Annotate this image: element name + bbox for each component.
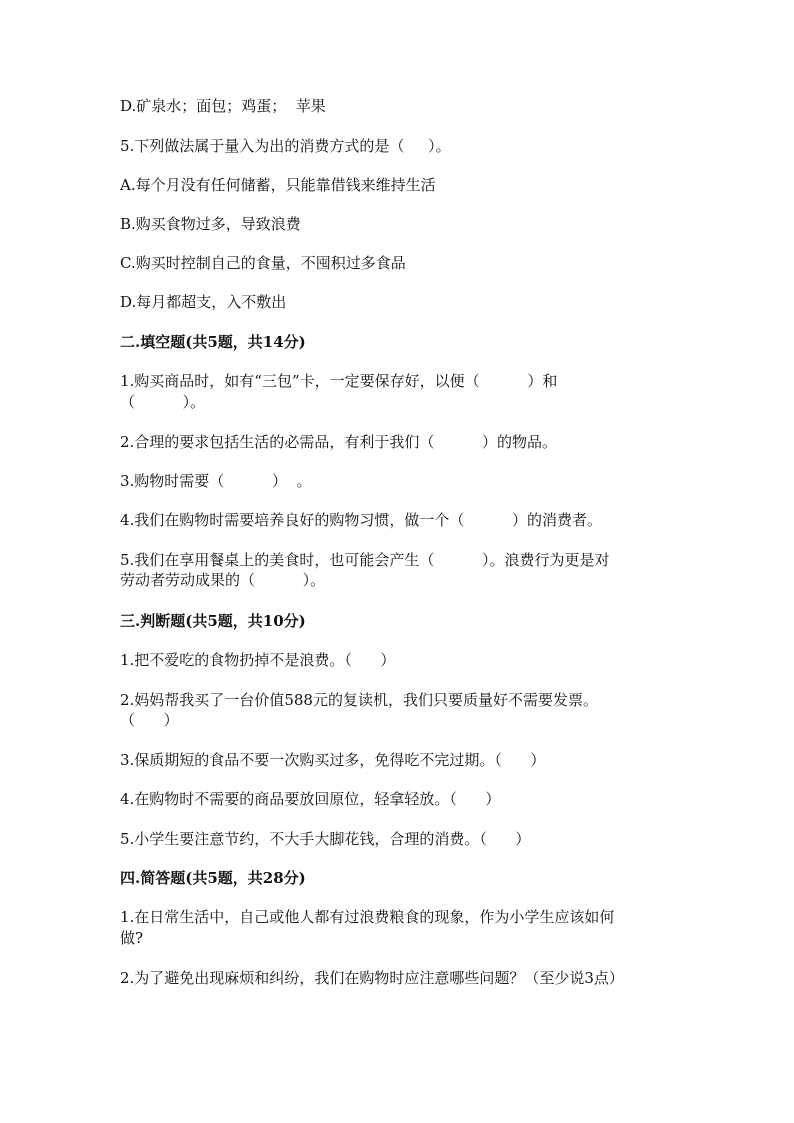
true-false-question-2-line-1: 2.妈妈帮我买了一台价值588元的复读机，我们只要质量好不需要发票。 [120, 691, 598, 709]
question-5-option-d: D.每月都超支，入不敷出 [120, 293, 287, 311]
true-false-question-1: 1.把不爱吃的食物扔掉不是浪费。（ ） [120, 651, 396, 669]
fill-in-question-4: 4.我们在购物时需要培养良好的购物习惯，做一个（ ）的消费者。 [120, 511, 602, 529]
question-5-option-b: B.购买食物过多，导致浪费 [120, 215, 301, 233]
true-false-question-3: 3.保质期短的食品不要一次购买过多，免得吃不完过期。（ ） [120, 751, 546, 769]
true-false-question-5: 5.小学生要注意节约，不大手大脚花钱，合理的消费。（ ） [120, 830, 531, 848]
fill-in-question-5-line-2: 劳动者劳动成果的（ ）。 [120, 571, 326, 589]
question-5-option-c: C.购买时控制自己的食量，不囤积过多食品 [120, 254, 406, 272]
fill-in-question-1-line-1: 1.购买商品时，如有“三包”卡，一定要保存好，以便（ ）和 [120, 372, 558, 390]
true-false-question-4: 4.在购物时不需要的商品要放回原位，轻拿轻放。（ ） [120, 790, 501, 808]
fill-in-question-2: 2.合理的要求包括生活的必需品，有利于我们（ ）的物品。 [120, 433, 557, 451]
question-5-option-a: A.每个月没有任何储蓄，只能靠借钱来维持生活 [120, 176, 436, 194]
short-answer-question-2: 2.为了避免出现麻烦和纠纷，我们在购物时应注意哪些问题？（至少说3点） [120, 969, 624, 987]
fill-in-question-1-line-2: （ ）。 [120, 393, 206, 411]
section-heading-fill-in: 二.填空题(共5题，共14分) [120, 333, 306, 351]
short-answer-question-1-line-2: 做? [120, 929, 144, 947]
short-answer-question-1-line-1: 1.在日常生活中，自己或他人都有过浪费粮食的现象，作为小学生应该如何 [120, 908, 615, 926]
question-5-text: 5.下列做法属于量入为出的消费方式的是（ ）。 [120, 137, 451, 155]
true-false-question-2-line-2: （ ） [120, 711, 179, 729]
section-heading-short-answer: 四.简答题(共5题，共28分) [120, 869, 306, 887]
section-heading-true-false: 三.判断题(共5题，共10分) [120, 612, 306, 630]
question-4-option-d: D.矿泉水；面包；鸡蛋； 苹果 [120, 97, 326, 115]
fill-in-question-5-line-1: 5.我们在享用餐桌上的美食时，也可能会产生（ ）。浪费行为更是对 [120, 551, 610, 569]
fill-in-question-3: 3.购物时需要（ ） 。 [120, 472, 312, 490]
